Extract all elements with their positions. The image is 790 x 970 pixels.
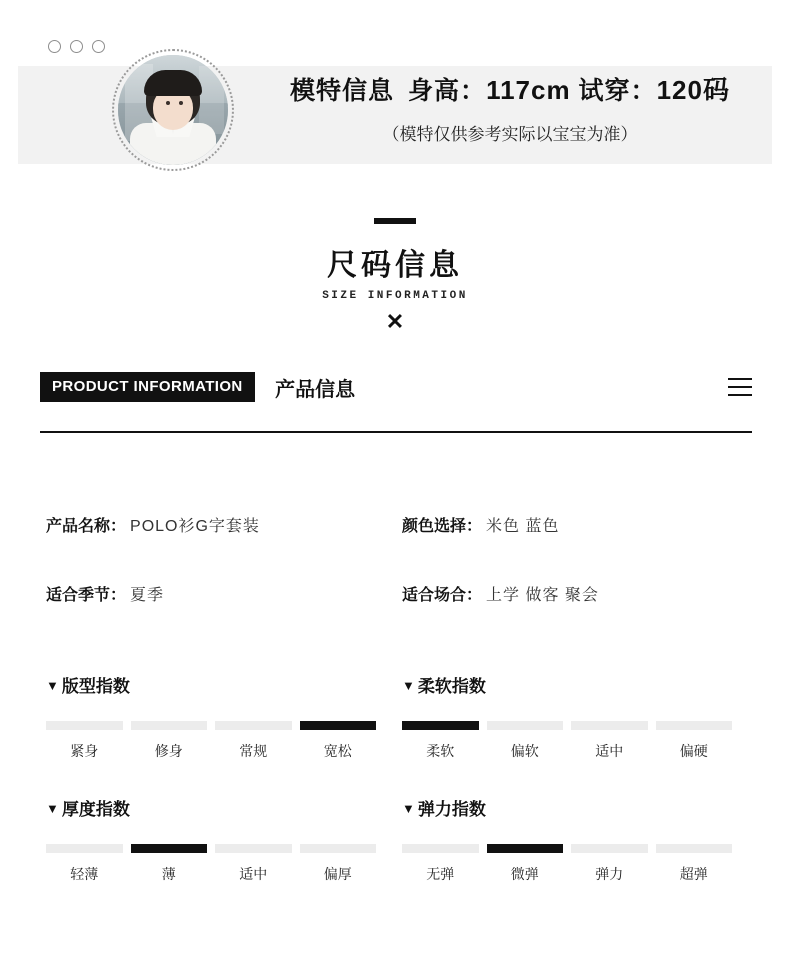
spec-key: 产品名称：: [46, 518, 127, 535]
meter-segment: [656, 844, 733, 853]
product-information-header: [40, 372, 752, 404]
spec-value: 上学 做客 聚会: [486, 587, 599, 604]
index-meters: [46, 672, 758, 918]
meter-label: 紧身: [70, 743, 99, 759]
meter-title-label: 柔软指数: [417, 677, 486, 696]
chevron-down-icon: ▼: [46, 801, 59, 816]
product-information-tag-cn: 产品信息: [275, 378, 356, 401]
spec-value: POLO衫G字套装: [130, 518, 260, 535]
meter-labels: [402, 864, 732, 884]
meter-segment: [46, 844, 123, 853]
hamburger-line-1: [728, 378, 752, 380]
meter-elasticity-index: [402, 795, 758, 884]
model-height-value: 117cm: [486, 75, 571, 105]
chevron-down-icon: ▼: [46, 678, 59, 693]
model-info-title: 模特信息: [290, 77, 395, 105]
chevron-down-icon: ▼: [402, 801, 415, 816]
meter-softness-index: [402, 672, 758, 761]
meter-label: 宽松: [323, 743, 352, 759]
model-photo: [118, 55, 228, 165]
meter-label: 柔软: [426, 743, 455, 759]
decorative-dots: [48, 40, 105, 53]
meter-segment: [571, 844, 648, 853]
meter-title-label: 弹力指数: [417, 800, 486, 819]
spec-key: 颜色选择：: [402, 518, 483, 535]
model-cap: [144, 70, 202, 96]
meter-fit-index: [46, 672, 402, 761]
meter-label: 薄: [161, 866, 176, 882]
meter-track: [402, 844, 732, 853]
meter-label: 常规: [239, 743, 268, 759]
size-information-section: [0, 218, 790, 333]
meter-segment: [46, 721, 123, 730]
meter-label: 无弹: [426, 866, 455, 882]
meter-label: 偏硬: [679, 743, 708, 759]
meter-label: 适中: [239, 866, 268, 882]
spec-value: 米色 蓝色: [486, 518, 560, 535]
spec-key: 适合场合：: [402, 587, 483, 604]
dot-3: [92, 40, 105, 53]
meter-title: [402, 795, 758, 820]
model-info-text: [248, 70, 772, 145]
meter-label: 偏软: [510, 743, 539, 759]
model-size-label: 试穿：: [578, 77, 657, 105]
spec-color-choice: [402, 513, 758, 536]
meter-segment: [487, 721, 564, 730]
meter-track: [46, 721, 376, 730]
meter-label: 轻薄: [70, 866, 99, 882]
model-info-note: （模特仅供参考实际以宝宝为准）: [382, 125, 638, 144]
meter-labels: [46, 741, 376, 761]
model-height-label: 身高：: [408, 77, 487, 105]
meter-title: [402, 672, 758, 697]
meter-thickness-index: [46, 795, 402, 884]
meter-track: [402, 721, 732, 730]
model-size-value: 120码: [656, 75, 730, 105]
meter-track: [46, 844, 376, 853]
hamburger-line-3: [728, 394, 752, 396]
close-icon: ✕: [385, 309, 405, 334]
meter-label: 超弹: [679, 866, 708, 882]
meter-labels: [46, 864, 376, 884]
meter-segment: [215, 844, 292, 853]
dot-1: [48, 40, 61, 53]
meter-segment: [215, 721, 292, 730]
model-info-primary: [248, 70, 772, 107]
avatar: [112, 49, 234, 171]
meter-label: 弹力: [595, 866, 624, 882]
spec-row: [46, 582, 758, 605]
hamburger-line-2: [728, 386, 752, 388]
meter-labels: [402, 741, 732, 761]
model-eye-right: [179, 101, 183, 105]
hamburger-icon[interactable]: [728, 378, 752, 396]
meter-title-label: 厚度指数: [61, 800, 130, 819]
dot-2: [70, 40, 83, 53]
spec-occasion: [402, 582, 758, 605]
size-information-subtitle: SIZE INFORMATION: [322, 290, 468, 302]
meter-title-label: 版型指数: [61, 677, 130, 696]
meter-segment: [571, 721, 648, 730]
meter-label: 修身: [154, 743, 183, 759]
meter-segment-active: [300, 721, 377, 730]
product-information-tag-en: PRODUCT INFORMATION: [40, 372, 255, 402]
spec-key: 适合季节：: [46, 587, 127, 604]
meter-segment-active: [487, 844, 564, 853]
meter-segment-active: [402, 721, 479, 730]
spec-season: [46, 582, 402, 605]
meter-label: 适中: [595, 743, 624, 759]
meter-label: 偏厚: [323, 866, 352, 882]
spec-product-name: [46, 513, 402, 536]
spec-row: [46, 513, 758, 536]
product-information-divider: [40, 431, 752, 433]
product-specs: [46, 513, 758, 651]
chevron-down-icon: ▼: [402, 678, 415, 693]
size-title-rule: [374, 218, 416, 224]
meter-segment-active: [131, 844, 208, 853]
meter-segment: [656, 721, 733, 730]
size-information-title: 尺码信息: [327, 249, 463, 282]
meter-title: [46, 672, 402, 697]
meter-segment: [402, 844, 479, 853]
meter-segment: [300, 844, 377, 853]
meter-segment: [131, 721, 208, 730]
meter-title: [46, 795, 402, 820]
meter-label: 微弹: [510, 866, 539, 882]
spec-value: 夏季: [130, 587, 165, 604]
